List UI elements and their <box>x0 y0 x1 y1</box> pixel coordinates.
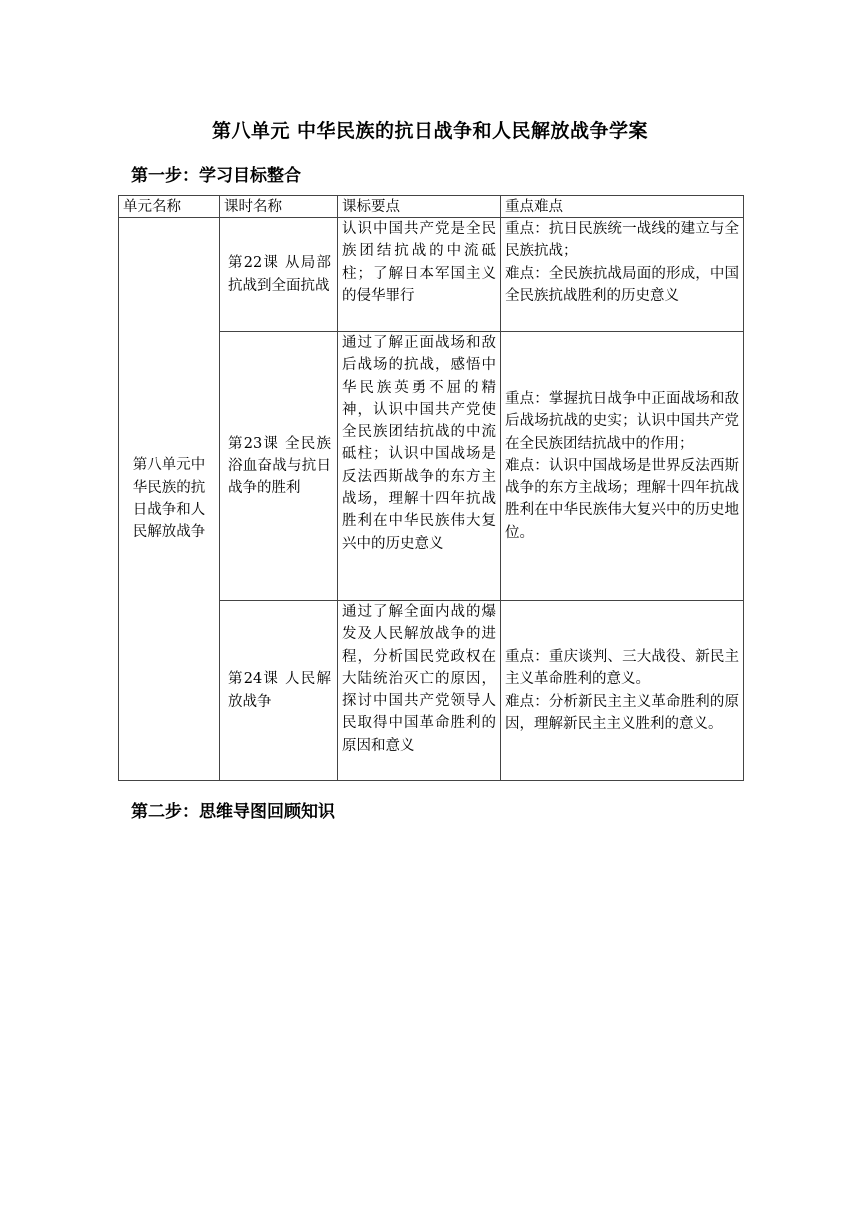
lesson-name-cell: 第24课 人民解放战争 <box>220 601 338 781</box>
header-unit-name: 单元名称 <box>119 196 220 218</box>
key-point-text: 重点：掌握抗日战争中正面战场和敌后战场抗战的史实；认识中国共产党在全民族团结抗战中的作用； <box>505 390 739 452</box>
page-title: 第八单元 中华民族的抗日战争和人民解放战争学案 <box>211 120 649 142</box>
header-key-difficult-points: 重点难点 <box>501 196 744 218</box>
step1-heading: 第一步：学习目标整合 <box>131 166 301 186</box>
key-point-text: 重点：重庆谈判、三大战役、新民主主义革命胜利的意义。 <box>505 648 739 688</box>
learning-objectives-table <box>118 195 744 781</box>
unit-name-cell: 第八单元中华民族的抗日战争和人民解放战争 <box>119 218 220 781</box>
key-difficult-points-cell <box>501 218 744 332</box>
table-row <box>119 218 744 332</box>
difficult-point-text: 难点：全民族抗战局面的形成，中国全民族抗战胜利的历史意义 <box>505 265 739 304</box>
key-difficult-points-cell <box>501 601 744 781</box>
curriculum-points-cell: 通过了解正面战场和敌后战场的抗战，感悟中华民族英勇不屈的精神，认识中国共产党使全民族团结抗战的中流砥柱；认识中国战场是反法西斯战争的东方主战场，理解十四年抗战胜利在中华民族伟大复兴中的历史意义 <box>338 332 501 601</box>
difficult-point-text: 难点：分析新民主主义革命胜利的原因，理解新民主主义胜利的意义。 <box>505 693 739 732</box>
difficult-point-text: 难点：认识中国战场是世界反法西斯战争的东方主战场；理解十四年抗战胜利在中华民族伟大复兴中的历史地位。 <box>505 457 739 541</box>
header-lesson-name: 课时名称 <box>220 196 338 218</box>
lesson-name-cell: 第22课 从局部抗战到全面抗战 <box>220 218 338 332</box>
key-point-text: 重点：抗日民族统一战线的建立与全民族抗战； <box>505 221 739 260</box>
curriculum-points-cell: 认识中国共产党是全民族团结抗战的中流砥柱；了解日本军国主义的侵华罪行 <box>338 218 501 332</box>
key-difficult-points-cell <box>501 332 744 601</box>
step2-heading: 第二步：思维导图回顾知识 <box>131 802 335 822</box>
lesson-name-cell: 第23课 全民族浴血奋战与抗日战争的胜利 <box>220 332 338 601</box>
table-header-row <box>119 196 744 218</box>
curriculum-points-cell: 通过了解全面内战的爆发及人民解放战争的进程，分析国民党政权在大陆统治灭亡的原因，探讨中国共产党领导人民取得中国革命胜利的原因和意义 <box>338 601 501 781</box>
header-curriculum-points: 课标要点 <box>338 196 501 218</box>
